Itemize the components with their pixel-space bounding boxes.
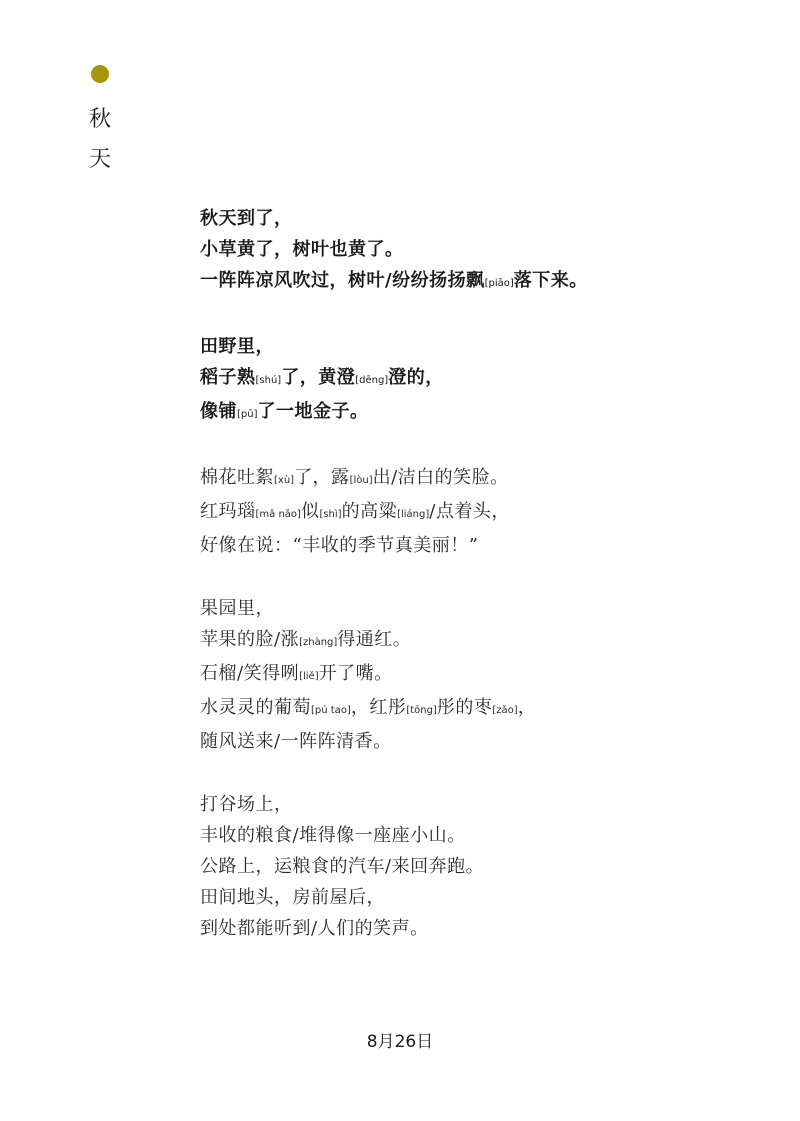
line-text: 稻子熟 bbox=[200, 367, 256, 388]
line-text: 红玛瑙 bbox=[200, 501, 256, 522]
poem-line bbox=[200, 530, 760, 561]
stanza bbox=[200, 789, 760, 944]
line-text: 了一地金子。 bbox=[257, 401, 369, 422]
line-text: 好像在说：“丰收的季节真美丽！” bbox=[200, 535, 479, 556]
poem-line bbox=[200, 882, 760, 913]
line-text: ，红彤 bbox=[350, 697, 407, 718]
poem-line bbox=[200, 913, 760, 944]
line-text: 公路上，运粮食的汽车/来回奔跑。 bbox=[200, 856, 485, 877]
line-text: 田间地头，房前屋后， bbox=[200, 887, 385, 908]
poem-line bbox=[200, 851, 760, 882]
title-char: 秋 bbox=[89, 107, 112, 132]
pinyin-annotation: [pú tao] bbox=[311, 705, 351, 716]
accent-dot bbox=[91, 65, 109, 83]
pinyin-annotation: [xù] bbox=[274, 475, 295, 486]
poem-line bbox=[200, 462, 760, 496]
line-text: 出/洁白的笑脸。 bbox=[372, 467, 509, 488]
stanza bbox=[200, 462, 760, 561]
line-text: 像铺 bbox=[200, 401, 237, 422]
line-text: 石榴/笑得咧 bbox=[200, 663, 300, 684]
line-text: 秋天到了， bbox=[200, 208, 293, 229]
stanza bbox=[200, 203, 760, 299]
pinyin-annotation: [dēng] bbox=[355, 375, 389, 386]
poem-line bbox=[200, 203, 760, 234]
poem-line bbox=[200, 820, 760, 851]
poem-line bbox=[200, 726, 760, 757]
poem-line bbox=[200, 593, 760, 624]
poem-line bbox=[200, 658, 760, 692]
line-text: 到处都能听到/人们的笑声。 bbox=[200, 918, 429, 939]
poem-line bbox=[200, 692, 760, 726]
stanza bbox=[200, 331, 760, 430]
pinyin-annotation: [pū] bbox=[237, 409, 258, 420]
line-text: 了，露 bbox=[294, 467, 350, 488]
poem-line bbox=[200, 396, 760, 430]
pinyin-annotation: [piāo] bbox=[484, 278, 514, 289]
page-title bbox=[89, 100, 119, 180]
line-text: 小草黄了，树叶也黄了。 bbox=[200, 239, 404, 260]
line-text: 丰收的粮食/堆得像一座座小山。 bbox=[200, 825, 466, 846]
line-text: 打谷场上， bbox=[200, 794, 293, 815]
pinyin-annotation: [mǎ nǎo] bbox=[255, 509, 301, 520]
line-text: 得通红。 bbox=[337, 629, 412, 650]
pinyin-annotation: [zhàng] bbox=[299, 637, 338, 648]
line-text: ， bbox=[517, 697, 537, 718]
line-text: 果园里， bbox=[200, 598, 274, 619]
date-label: 8月26日 bbox=[366, 1032, 434, 1052]
pinyin-annotation: [shú] bbox=[255, 375, 282, 386]
poem-line bbox=[200, 624, 760, 658]
line-text: /点着头， bbox=[429, 501, 510, 522]
poem-line bbox=[200, 331, 760, 362]
pinyin-annotation: [lòu] bbox=[349, 475, 373, 486]
pinyin-annotation: [tōng] bbox=[406, 705, 437, 716]
stanza bbox=[200, 593, 760, 757]
line-text: 开了嘴。 bbox=[318, 663, 393, 684]
line-text: 苹果的脸/涨 bbox=[200, 629, 300, 650]
line-text: 落下来。 bbox=[513, 270, 588, 291]
line-text: 彤的枣 bbox=[436, 697, 493, 718]
line-text: 似 bbox=[300, 501, 320, 522]
poem-line bbox=[200, 234, 760, 265]
title-char: 天 bbox=[89, 147, 112, 172]
pinyin-annotation: [liáng] bbox=[397, 509, 430, 520]
poem-line bbox=[200, 362, 760, 396]
pinyin-annotation: [liě] bbox=[299, 671, 319, 682]
poem-body bbox=[200, 203, 760, 976]
line-text: 水灵灵的葡萄 bbox=[200, 697, 311, 718]
line-text: 澄的， bbox=[388, 367, 444, 388]
line-text: 田野里， bbox=[200, 336, 274, 357]
poem-line bbox=[200, 496, 760, 530]
line-text: 随风送来/一阵阵清香。 bbox=[200, 731, 392, 752]
line-text: 的高粱 bbox=[341, 501, 398, 522]
line-text: 了，黄澄 bbox=[281, 367, 356, 388]
poem-line bbox=[200, 789, 760, 820]
poem-line bbox=[200, 265, 760, 299]
line-text: 棉花吐絮 bbox=[200, 467, 274, 488]
line-text: 一阵阵凉风吹过，树叶/纷纷扬扬飘 bbox=[200, 270, 485, 291]
pinyin-annotation: [zǎo] bbox=[492, 705, 518, 716]
pinyin-annotation: [shì] bbox=[319, 509, 342, 520]
